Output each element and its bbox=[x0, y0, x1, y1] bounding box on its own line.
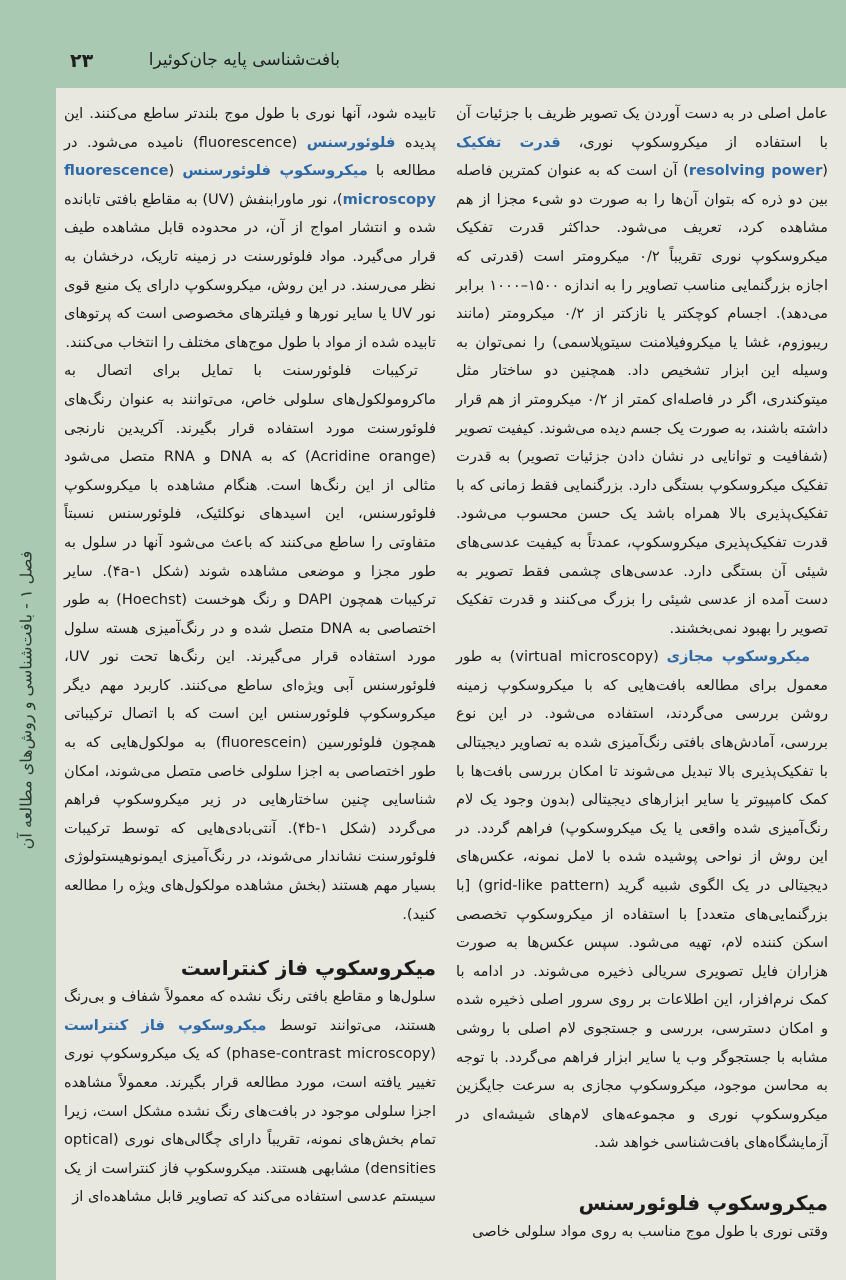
term-phase-contrast: میکروسکوپ فاز کنتراست bbox=[64, 1016, 267, 1034]
chapter-label: فصل ۱ - بافت‌شناسی و روش‌های مطالعه آن bbox=[16, 550, 36, 850]
text-span: (virtual microscopy) به طور معمول برای مطالعه بافت‌هایی که با میکروسکوپ زمینه روشن بررسی می‌گردند، استفاده می‌شود. در این نوع بررسی، آمادش‌های بافتی رنگ‌آمیزی شده به تصاویر دیجیتالی با تفکیک‌پذیری بالا تبدیل می‌شوند تا امکان بررسی بافت‌ها با کمک کامپیوتر یا سایر ابزارهای دیجیتالی (بدون وجود یک لام رنگ‌آمیزی شده واقعی یا یک میکروسکوپ) فراهم گردد. در این روش از نواحی پوشیده شده با لامل نمونه، عکس‌های دیجیتالی در یک الگوی شبیه گرید (grid-like pattern) [با بزرگنمایی‌های متعدد] با استفاده از میکروسکوپ تخصصی اسکن کننده لام، تهیه می‌شود. سپس عکس‌ها به صورت هزاران فایل تصویری سریالی ذخیره می‌شوند. در ادامه با کمک نرم‌افزار، این اطلاعات بر روی سرور اصلی ذخیره شده و امکان دسترسی، بررسی و جستجوی لام اصلی با روشی مشابه با جستجوگر وب یا سایر ابزار فراهم می‌گردد. با توجه به محاسن موجود، میکروسکوپ مجازی به سرعت جایگزین میکروسکوپ نوری و مجموعه‌های لام‌های شیشه‌ای در آزمایشگاه‌های بافت‌شناسی خواهد شد. bbox=[456, 648, 828, 1152]
term-virtual-microscopy: میکروسکوپ مجازی bbox=[666, 648, 810, 666]
text-span: ( bbox=[168, 162, 183, 180]
chapter-sidebar bbox=[0, 0, 56, 1280]
term-fluorescence-microscope: میکروسکوپ فلوئورسنس bbox=[182, 162, 368, 180]
paragraph-virtual-microscopy bbox=[456, 643, 828, 1158]
paragraph-phase-contrast bbox=[64, 983, 436, 1212]
term-fluorescence-microscopy-en: fluorescence microscopy bbox=[64, 162, 436, 208]
paragraph-resolving-power bbox=[456, 100, 828, 643]
paragraph-fluorescence-intro: وقتی نوری با طول موج مناسب به روی مواد سلولی خاصی bbox=[472, 1222, 828, 1240]
text-span: )، نور ماورابنفش (UV) به مقاطع بافتی تابانده شده و انتشار امواج از آن، در محدوده قابل مشاهده طیف قرار می‌گیرد. مواد فلوئورسنت در زمینه تاریک، درخشان به نظر می‌رسند. در این روش، میکروسکوپ دارای یک منبع قوی نور UV یا سایر نورها و فیلترهای مخصوصی است که پرتوهای تابیده شده از مواد با طول موج‌های مختلف را انتخاب می‌کنند. bbox=[64, 190, 436, 351]
text-span: ( bbox=[822, 162, 828, 180]
page-number: ۲۳ bbox=[70, 50, 94, 72]
left-text-column bbox=[64, 100, 436, 1212]
book-title: بافت‌شناسی پایه جان‌کوئیرا bbox=[148, 50, 340, 70]
text-span: سلول‌ها و مقاطع بافتی رنگ نشده که معمولاً شفاف و بی‌رنگ هستند، می‌توانند توسط bbox=[64, 988, 436, 1034]
term-fluorescence: فلوئورسنس bbox=[306, 133, 396, 151]
text-span: تابیده شود، آنها نوری با طول موج بلندتر ساطع می‌کنند. این پدیده bbox=[64, 105, 436, 151]
text-span: عامل اصلی در به دست آوردن یک تصویر ظریف با جزئیات آن با استفاده از میکروسکوپ نوری، bbox=[456, 105, 828, 151]
page-header bbox=[0, 0, 846, 88]
section-heading-fluorescence: میکروسکوپ فلوئورسنس bbox=[578, 1190, 828, 1215]
text-span: (phase-contrast microscopy) که یک میکروسکوپ نوری تغییر یافته است، مورد مطالعه قرار بگیرند. معمولاً مشاهده اجزا سلولی موجود در بافت‌های رنگ نشده مشکل است، زیرا تمام بخش‌های نمونه، تقریباً دارای چگالی‌های نوری (optical densities) مشابهی هستند. میکروسکوپ فاز کنتراست از یک سیستم عدسی استفاده می‌کند که تصاویر قابل مشاهده‌ای از bbox=[64, 1045, 436, 1206]
text-span: (fluorescence) نامیده می‌شود. در مطالعه با bbox=[64, 133, 436, 180]
term-resolving-power-en: resolving power bbox=[688, 162, 823, 180]
paragraph-fluorescent-compounds: ترکیبات فلوئورسنت با تمایل برای اتصال به ماکرومولکول‌های سلولی خاص، می‌توانند به عنوان رنگ‌های فلوئورسنت مورد استفاده قرار بگیرند. آکریدین نارنجی (Acridine orange) که به DNA و RNA متصل می‌شود مثالی از این رنگ‌ها است. هنگام مشاهده با میکروسکوپ فلوئورسنس، این اسیدهای نوکلئیک، فلوئورسنس نسبتاً متفاوتی را ساطع می‌کنند که باعث می‌شود آنها در سلول به طور مجزا و موضعی مشاهده شوند (شکل ۴a-۱). سایر ترکیبات همچون DAPI و رنگ هوخست (Hoechst) به طور اختصاصی به DNA متصل شده و در رنگ‌آمیزی هسته سلول مورد استفاده قرار می‌گیرند. این رنگ‌ها تحت نور UV، فلوئورسنس آبی ویژه‌ای ساطع می‌کنند. کاربرد مهم دیگر میکروسکوپ فلوئورسنس این است که با اتصال ترکیباتی همچون فلوئورسین (fluorescein) به مولکول‌هایی که به طور اختصاصی به اجزا سلولی خاصی متصل می‌شوند، امکان شناسایی چنین ساختارهایی در زیر میکروسکوپ فراهم می‌گردد (شکل ۴b-۱). آنتی‌بادی‌هایی که توسط ترکیبات فلوئورسنت نشاندار می‌شوند، در رنگ‌آمیزی ایمونوهیستولوژی بسیار مهم هستند (بخش مشاهده مولکول‌های ویژه را مطالعه کنید). bbox=[64, 362, 437, 923]
term-resolving-power: قدرت تفکیک bbox=[456, 133, 561, 151]
text-span: ) آن است که به عنوان کمترین فاصله بین دو ذره که بتوان آن‌ها را به صورت دو شیء مجزا از هم مشاهده کرد، تعریف می‌شود. حداکثر قدرت تفکیک میکروسکوپ نوری تقریباً ۰/۲ میکرومتر است (قدرتی که اجازه بزرگنمایی مناسب تصاویر را به اندازه ۱۵۰۰–۱۰۰۰ برابر می‌دهد). اجسام کوچکتر یا نازکتر از ۰/۲ میکرومتر (مانند ریبوزوم، غشا یا میکروفیلامنت سیتوپلاسمی) را نمی‌توان به وسیله این ابزار تشخیص داد. همچنین دو ساختار مثل میتوکندری، اگر در فاصله‌ای کمتر از ۰/۲ میکرومتر از هم قرار داشته باشند، به صورت یک جسم دیده می‌شوند. کیفیت تصویر (شفافیت و توانایی در نشان دادن جزئیات تصویر) به قدرت تفکیک میکروسکوپ بستگی دارد. بزرگنمایی فقط زمانی که با تفکیک‌پذیری بالا همراه باشد یک حسن محسوب می‌شود. قدرت تفکیک‌پذیری میکروسکوپ، عمدتاً به کیفیت عدسی‌های شیئی آن بستگی دارد. عدسی‌های چشمی فقط تصویر به دست آمده از عدسی شیئی را بزرگ می‌کنند و قدرت تفکیک تصویر را بهبود نمی‌بخشند. bbox=[456, 162, 829, 637]
paragraph-fluorescence bbox=[64, 100, 436, 357]
section-heading-phase-contrast: میکروسکوپ فاز کنتراست bbox=[180, 956, 436, 981]
right-text-column bbox=[456, 100, 828, 1247]
